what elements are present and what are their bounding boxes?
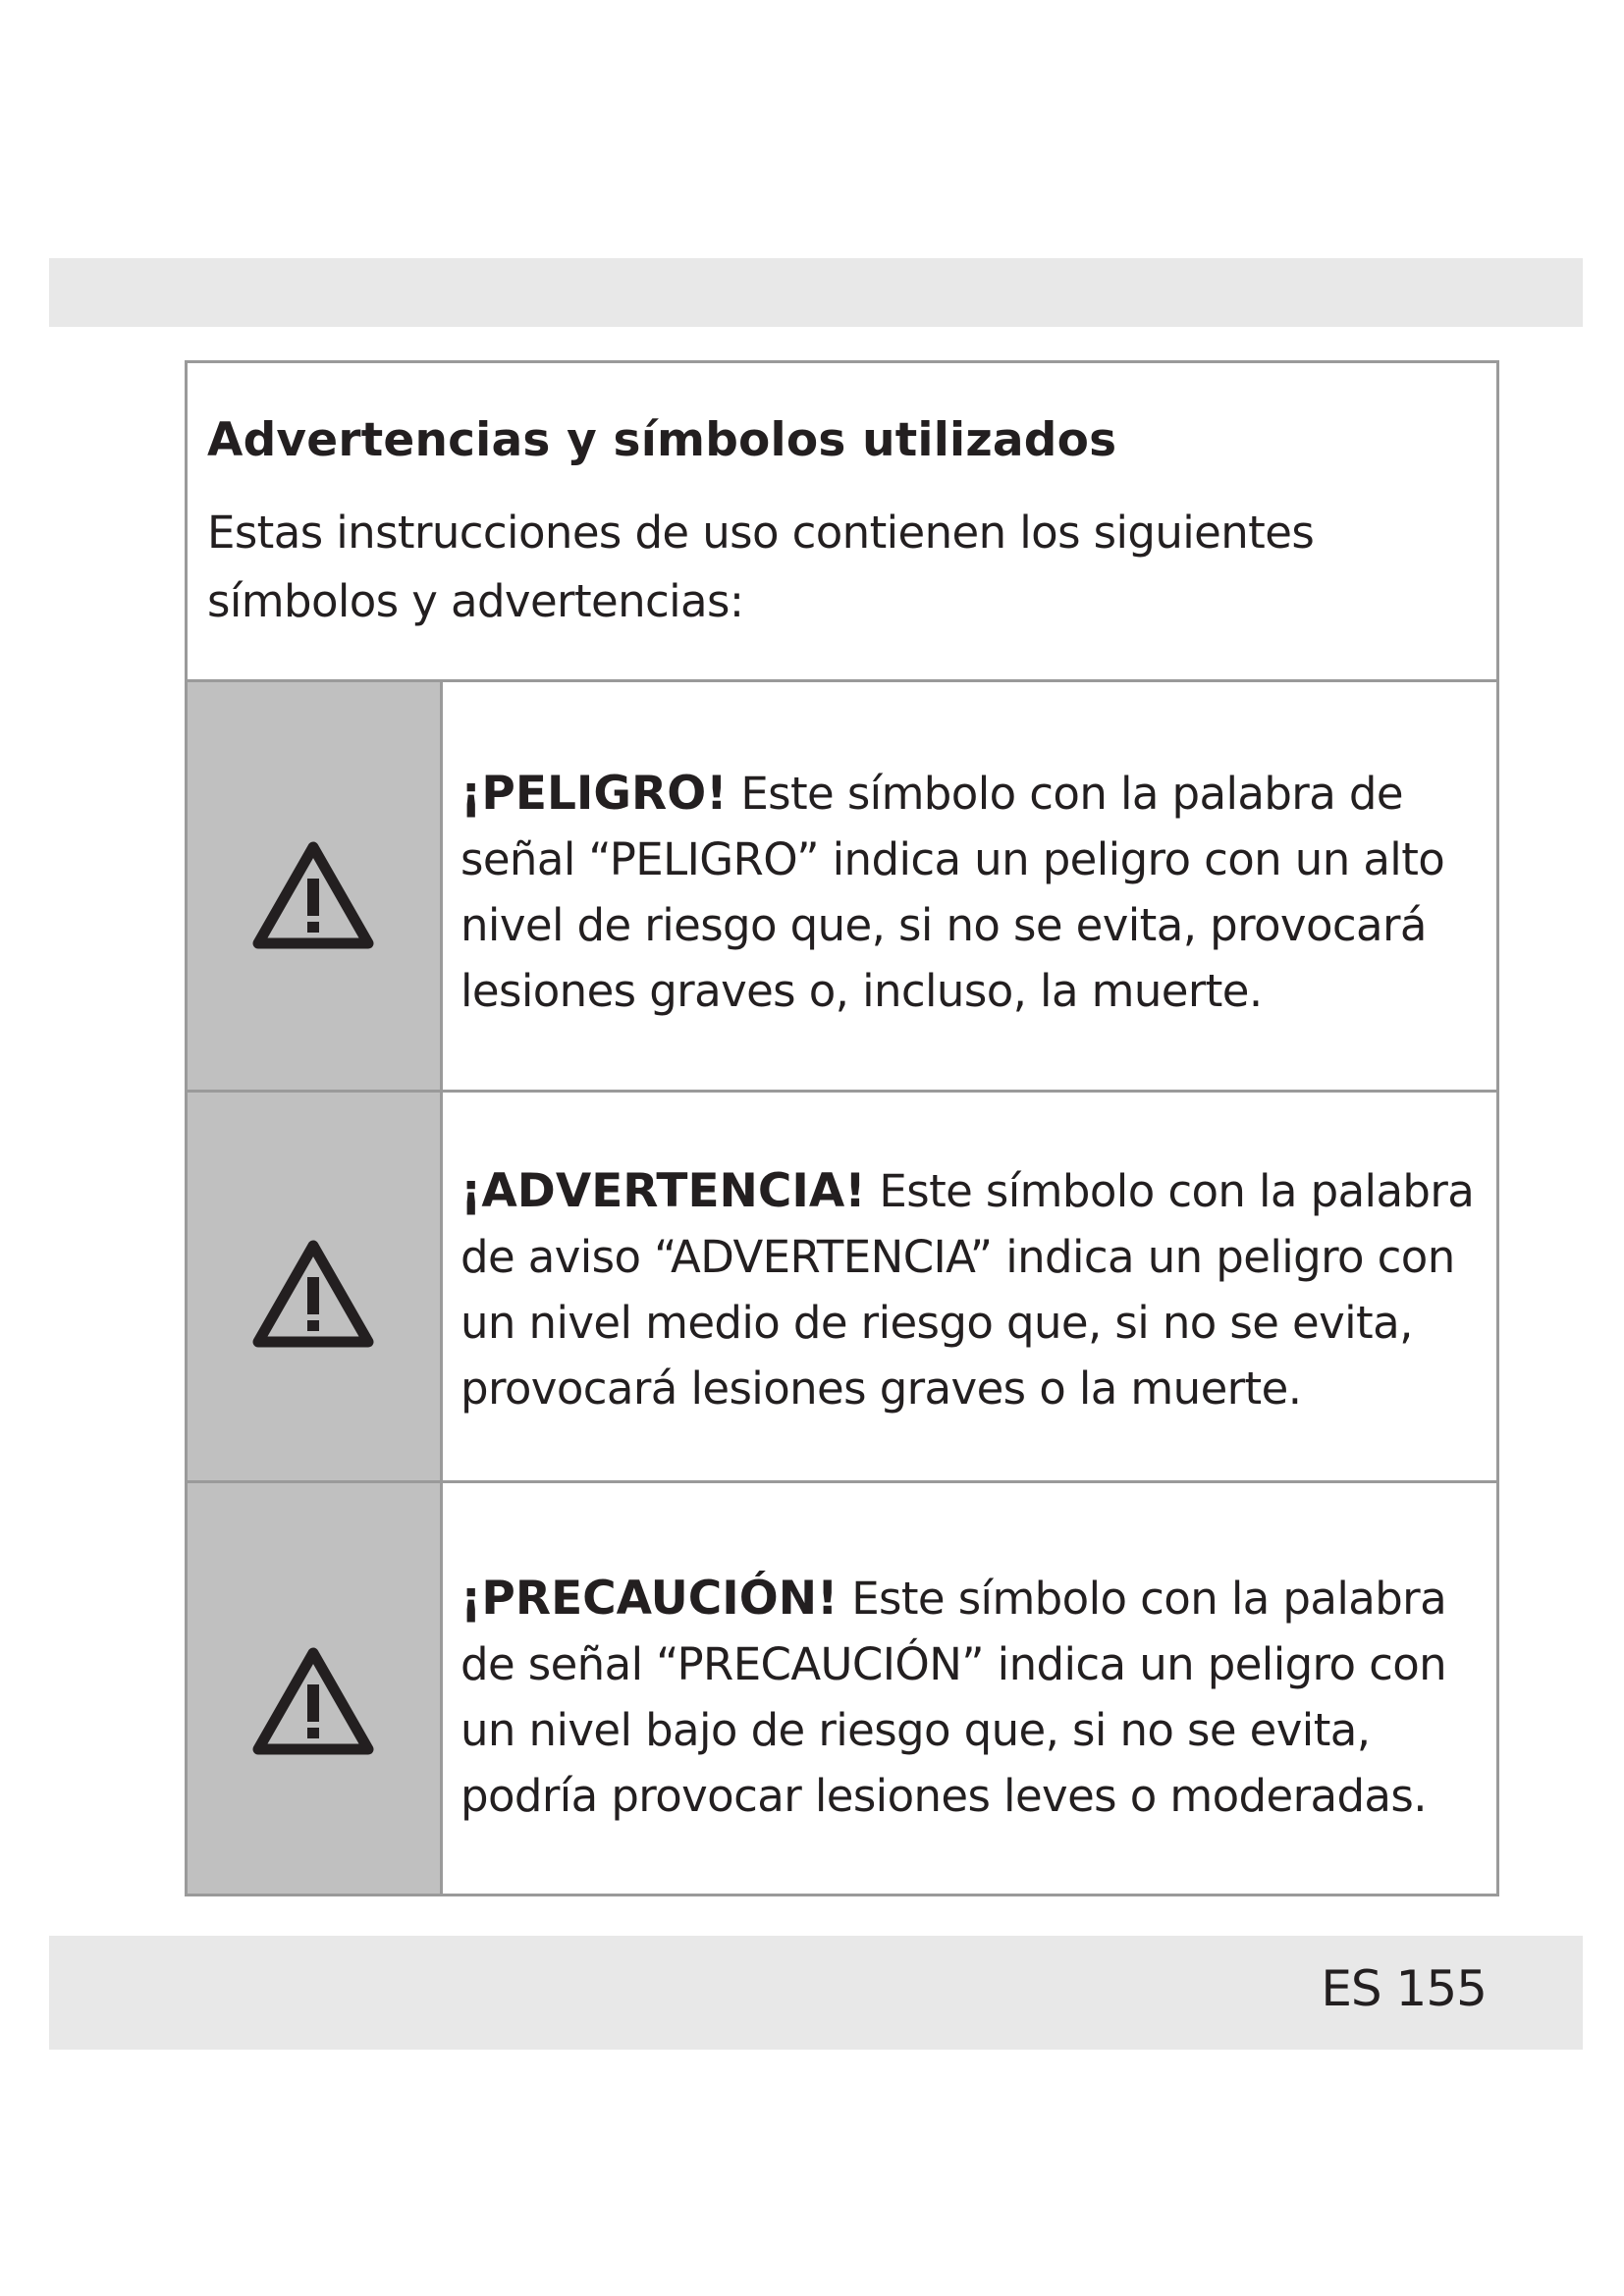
warning-description: Este símbolo con la palabra de señal “PELIGRO” indica un peligro con un alto nivel de riesgo que, si no se evita, provocará lesiones graves o, incluso, la muerte. bbox=[460, 768, 1445, 1017]
signal-word: ¡ADVERTENCIA! bbox=[460, 1164, 866, 1218]
intro-section bbox=[188, 363, 1496, 682]
signal-word: ¡PRECAUCIÓN! bbox=[460, 1572, 839, 1626]
icon-cell bbox=[188, 1483, 443, 1894]
intro-text: Estas instrucciones de uso contienen los siguientes símbolos y advertencias: bbox=[207, 507, 1315, 627]
warning-triangle-icon bbox=[250, 1238, 376, 1350]
warning-row-caution bbox=[188, 1483, 1496, 1894]
warning-text bbox=[460, 1566, 1482, 1829]
header-band bbox=[49, 258, 1583, 327]
warning-row-warning bbox=[188, 1093, 1496, 1483]
icon-cell bbox=[188, 1093, 443, 1480]
warning-triangle-icon bbox=[250, 839, 376, 951]
warning-row-danger bbox=[188, 682, 1496, 1093]
signal-word: ¡PELIGRO! bbox=[460, 767, 728, 821]
icon-cell bbox=[188, 682, 443, 1090]
warning-text bbox=[460, 761, 1482, 1024]
warning-description: Este símbolo con la palabra de señal “PRECAUCIÓN” indica un peligro con un nivel bajo de riesgo que, si no se evita, podría provocar lesiones leves o moderadas. bbox=[460, 1573, 1447, 1822]
warning-description: Este símbolo con la palabra de aviso “ADVERTENCIA” indica un peligro con un nivel medio de riesgo que, si no se evita, provocará lesiones graves o la muerte. bbox=[460, 1165, 1475, 1415]
warning-triangle-icon bbox=[250, 1645, 376, 1757]
warnings-box bbox=[185, 360, 1499, 1896]
section-title: Advertencias y símbolos utilizados bbox=[207, 413, 1117, 467]
warning-text bbox=[460, 1158, 1482, 1421]
page-number: ES 155 bbox=[1321, 1960, 1487, 2017]
